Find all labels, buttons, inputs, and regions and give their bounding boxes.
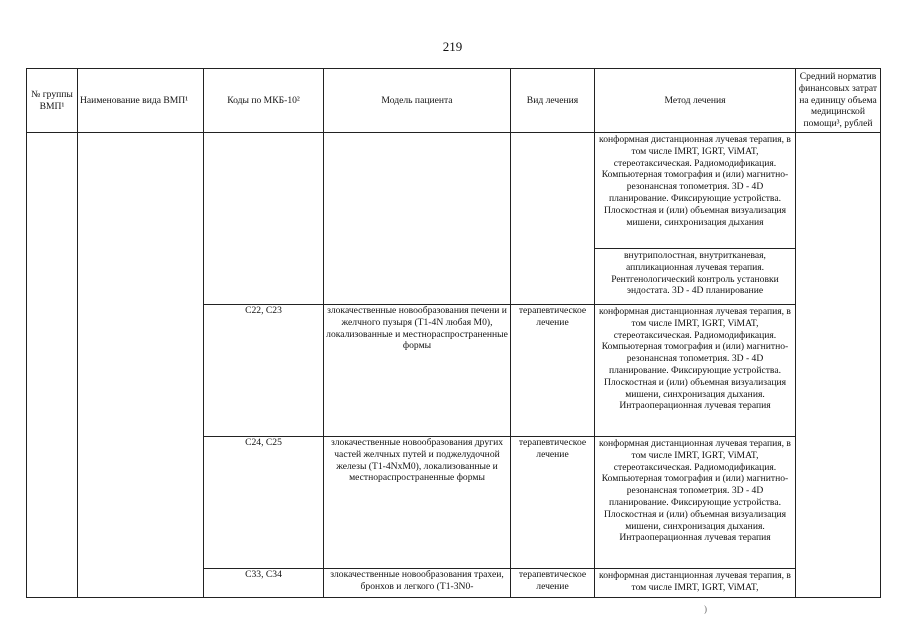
page-number: 219	[442, 39, 463, 54]
model-cell	[324, 133, 511, 305]
group-no-cell	[27, 133, 78, 598]
vmp-name-cell	[78, 133, 204, 598]
table-row	[27, 133, 881, 249]
type-cell: терапевтическое лечение	[511, 305, 595, 437]
scan-mark: )	[704, 604, 707, 614]
header-treatment-type: Вид лечения	[511, 69, 595, 133]
codes-cell: C24, C25	[204, 437, 324, 569]
method-cell: внутриполостная, внутритканевая, аппликационная лучевая терапия. Рентгенологический контроль установки эндостата. 3D - 4D планирование	[595, 249, 796, 305]
model-cell: злокачественные новообразования других частей желчных путей и поджелудочной железы (T1-4NxM0), локализованные и местнораспространенные формы	[324, 437, 511, 569]
method-cell: конформная дистанционная лучевая терапия, в том числе IMRT, IGRT, ViMAT, стереотаксическая. Радиомодификация. Компьютерная томография и (или) магнитно-резонансная топометрия. 3D - 4D планирование. Фиксирующие устройства. Плоскостная и (или) объемная визуализация мишени, синхронизация дыхания. Интраоперационная лучевая терапия	[595, 305, 796, 437]
codes-cell	[204, 133, 324, 305]
type-cell	[511, 133, 595, 305]
method-cell: конформная дистанционная лучевая терапия, в том числе IMRT, IGRT, ViMAT, стереотаксическая. Радиомодификация. Компьютерная томография и (или) магнитно-резонансная топометрия. 3D - 4D планирование. Фиксирующие устройства. Плоскостная и (или) объемная визуализация мишени, синхронизация дыхания	[595, 133, 796, 249]
codes-cell: C22, C23	[204, 305, 324, 437]
type-cell: терапевтическое лечение	[511, 569, 595, 598]
codes-cell: C33, C34	[204, 569, 324, 598]
header-vmp-name: Наименование вида ВМП¹	[78, 69, 204, 133]
method-cell: конформная дистанционная лучевая терапия, в том числе IMRT, IGRT, ViMAT, стереотаксическая. Радиомодификация. Компьютерная томография и (или) магнитно-резонансная топометрия. 3D - 4D планирование. Фиксирующие устройства. Плоскостная и (или) объемная визуализация мишени, синхронизация дыхания. Интраоперационная лучевая терапия	[595, 437, 796, 569]
method-cell: конформная дистанционная лучевая терапия, в том числе IMRT, IGRT, ViMAT,	[595, 569, 796, 598]
table-header-row	[27, 69, 881, 133]
header-avg-cost: Средний норматив финансовых затрат на единицу объема медицинской помощи³, рублей	[796, 69, 881, 133]
vmp-table	[26, 68, 881, 598]
model-cell: злокачественные новообразования трахеи, бронхов и легкого (T1-3N0-	[324, 569, 511, 598]
model-cell: злокачественные новообразования печени и желчного пузыря (T1-4N любая M0), локализованные и местнораспространенные формы	[324, 305, 511, 437]
header-treatment-method: Метод лечения	[595, 69, 796, 133]
header-patient-model: Модель пациента	[324, 69, 511, 133]
type-cell: терапевтическое лечение	[511, 437, 595, 569]
cost-cell	[796, 133, 881, 598]
header-mkb-codes: Коды по МКБ-10²	[204, 69, 324, 133]
header-group-no: № группы ВМП¹	[27, 69, 78, 133]
